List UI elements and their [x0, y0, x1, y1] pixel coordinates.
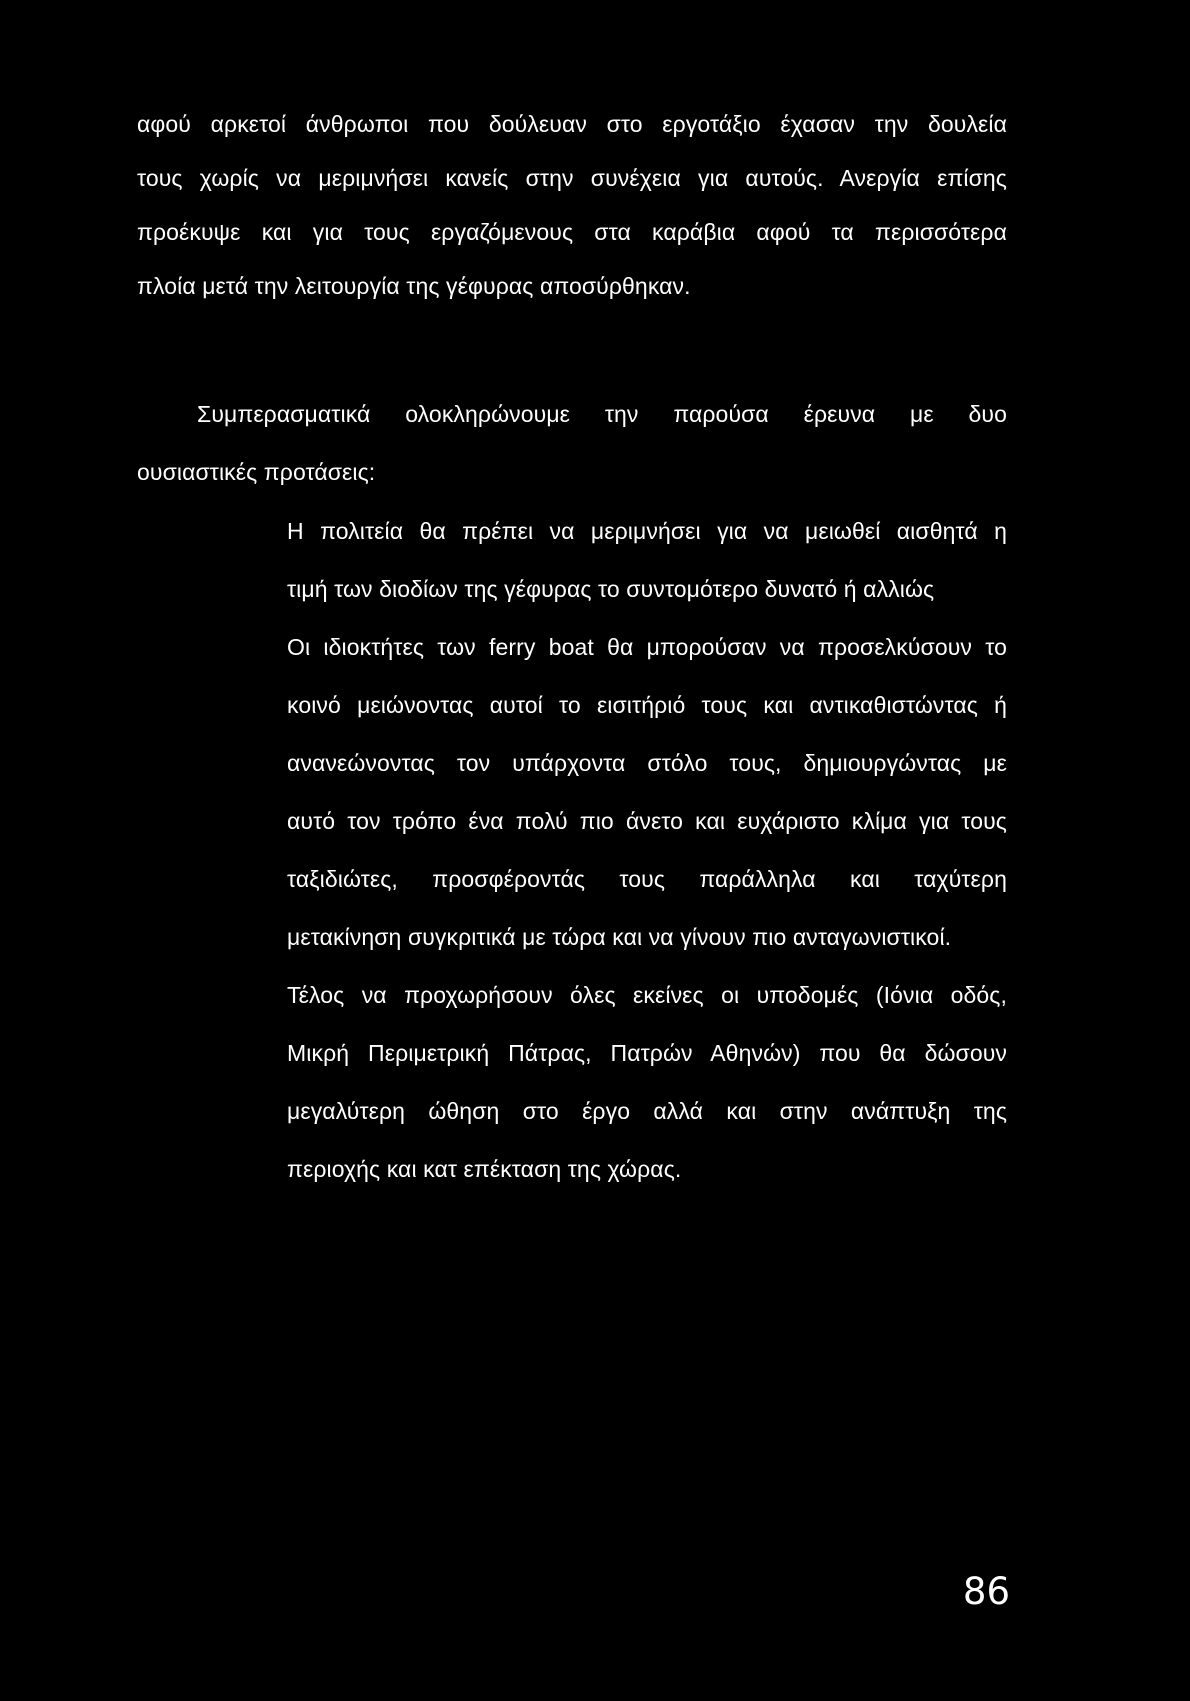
paragraph-line: Συμπερασματικά ολοκληρώνουμε την παρούσα έρευνα με δυο — [197, 401, 1007, 427]
paragraph-line: ανανεώνοντας τον υπάρχοντα στόλο τους, δημιουργώντας με — [287, 750, 1007, 776]
paragraph-line: Μικρή Περιμετρική Πάτρας, Πατρών Αθηνών) που θα δώσουν — [287, 1040, 1007, 1066]
paragraph-line: τους χωρίς να μεριμνήσει κανείς στην συνέχεια για αυτούς. Ανεργία επίσης — [137, 165, 1007, 191]
paragraph-line: αφού αρκετοί άνθρωποι που δούλευαν στο εργοτάξιο έχασαν την δουλεία — [137, 111, 1007, 137]
page-number: 86 — [962, 1570, 1010, 1613]
paragraph-line: ταξιδιώτες, προσφέροντάς τους παράλληλα και ταχύτερη — [287, 866, 1007, 892]
paragraph-line: τιμή των διοδίων της γέφυρας το συντομότερο δυνατό ή αλλιώς — [287, 576, 935, 602]
paragraph-line: ουσιαστικές προτάσεις: — [137, 459, 376, 485]
paragraph-line: Τέλος να προχωρήσουν όλες εκείνες οι υποδομές (Ιόνια οδός, — [287, 982, 1007, 1008]
paragraph-line: μεγαλύτερη ώθηση στο έργο αλλά και στην ανάπτυξη της — [287, 1098, 1007, 1124]
paragraph-line: αυτό τον τρόπο ένα πολύ πιο άνετο και ευχάριστο κλίμα για τους — [287, 808, 1007, 834]
paragraph-line: πλοία μετά την λειτουργία της γέφυρας αποσύρθηκαν. — [137, 273, 691, 299]
paragraph-line: περιοχής και κατ επέκταση της χώρας. — [287, 1156, 682, 1182]
paragraph-line: μετακίνηση συγκριτικά με τώρα και να γίνουν πιο ανταγωνιστικοί. — [287, 924, 952, 950]
paragraph-line: Η πολιτεία θα πρέπει να μεριμνήσει για να μειωθεί αισθητά η — [287, 518, 1007, 544]
paragraph-line: κοινό μειώνοντας αυτοί το εισιτήριό τους και αντικαθιστώντας ή — [287, 692, 1007, 718]
paragraph-line: Οι ιδιοκτήτες των ferry boat θα μπορούσαν να προσελκύσουν το — [287, 634, 1007, 660]
paragraph-line: προέκυψε και για τους εργαζόμενους στα καράβια αφού τα περισσότερα — [137, 219, 1007, 245]
